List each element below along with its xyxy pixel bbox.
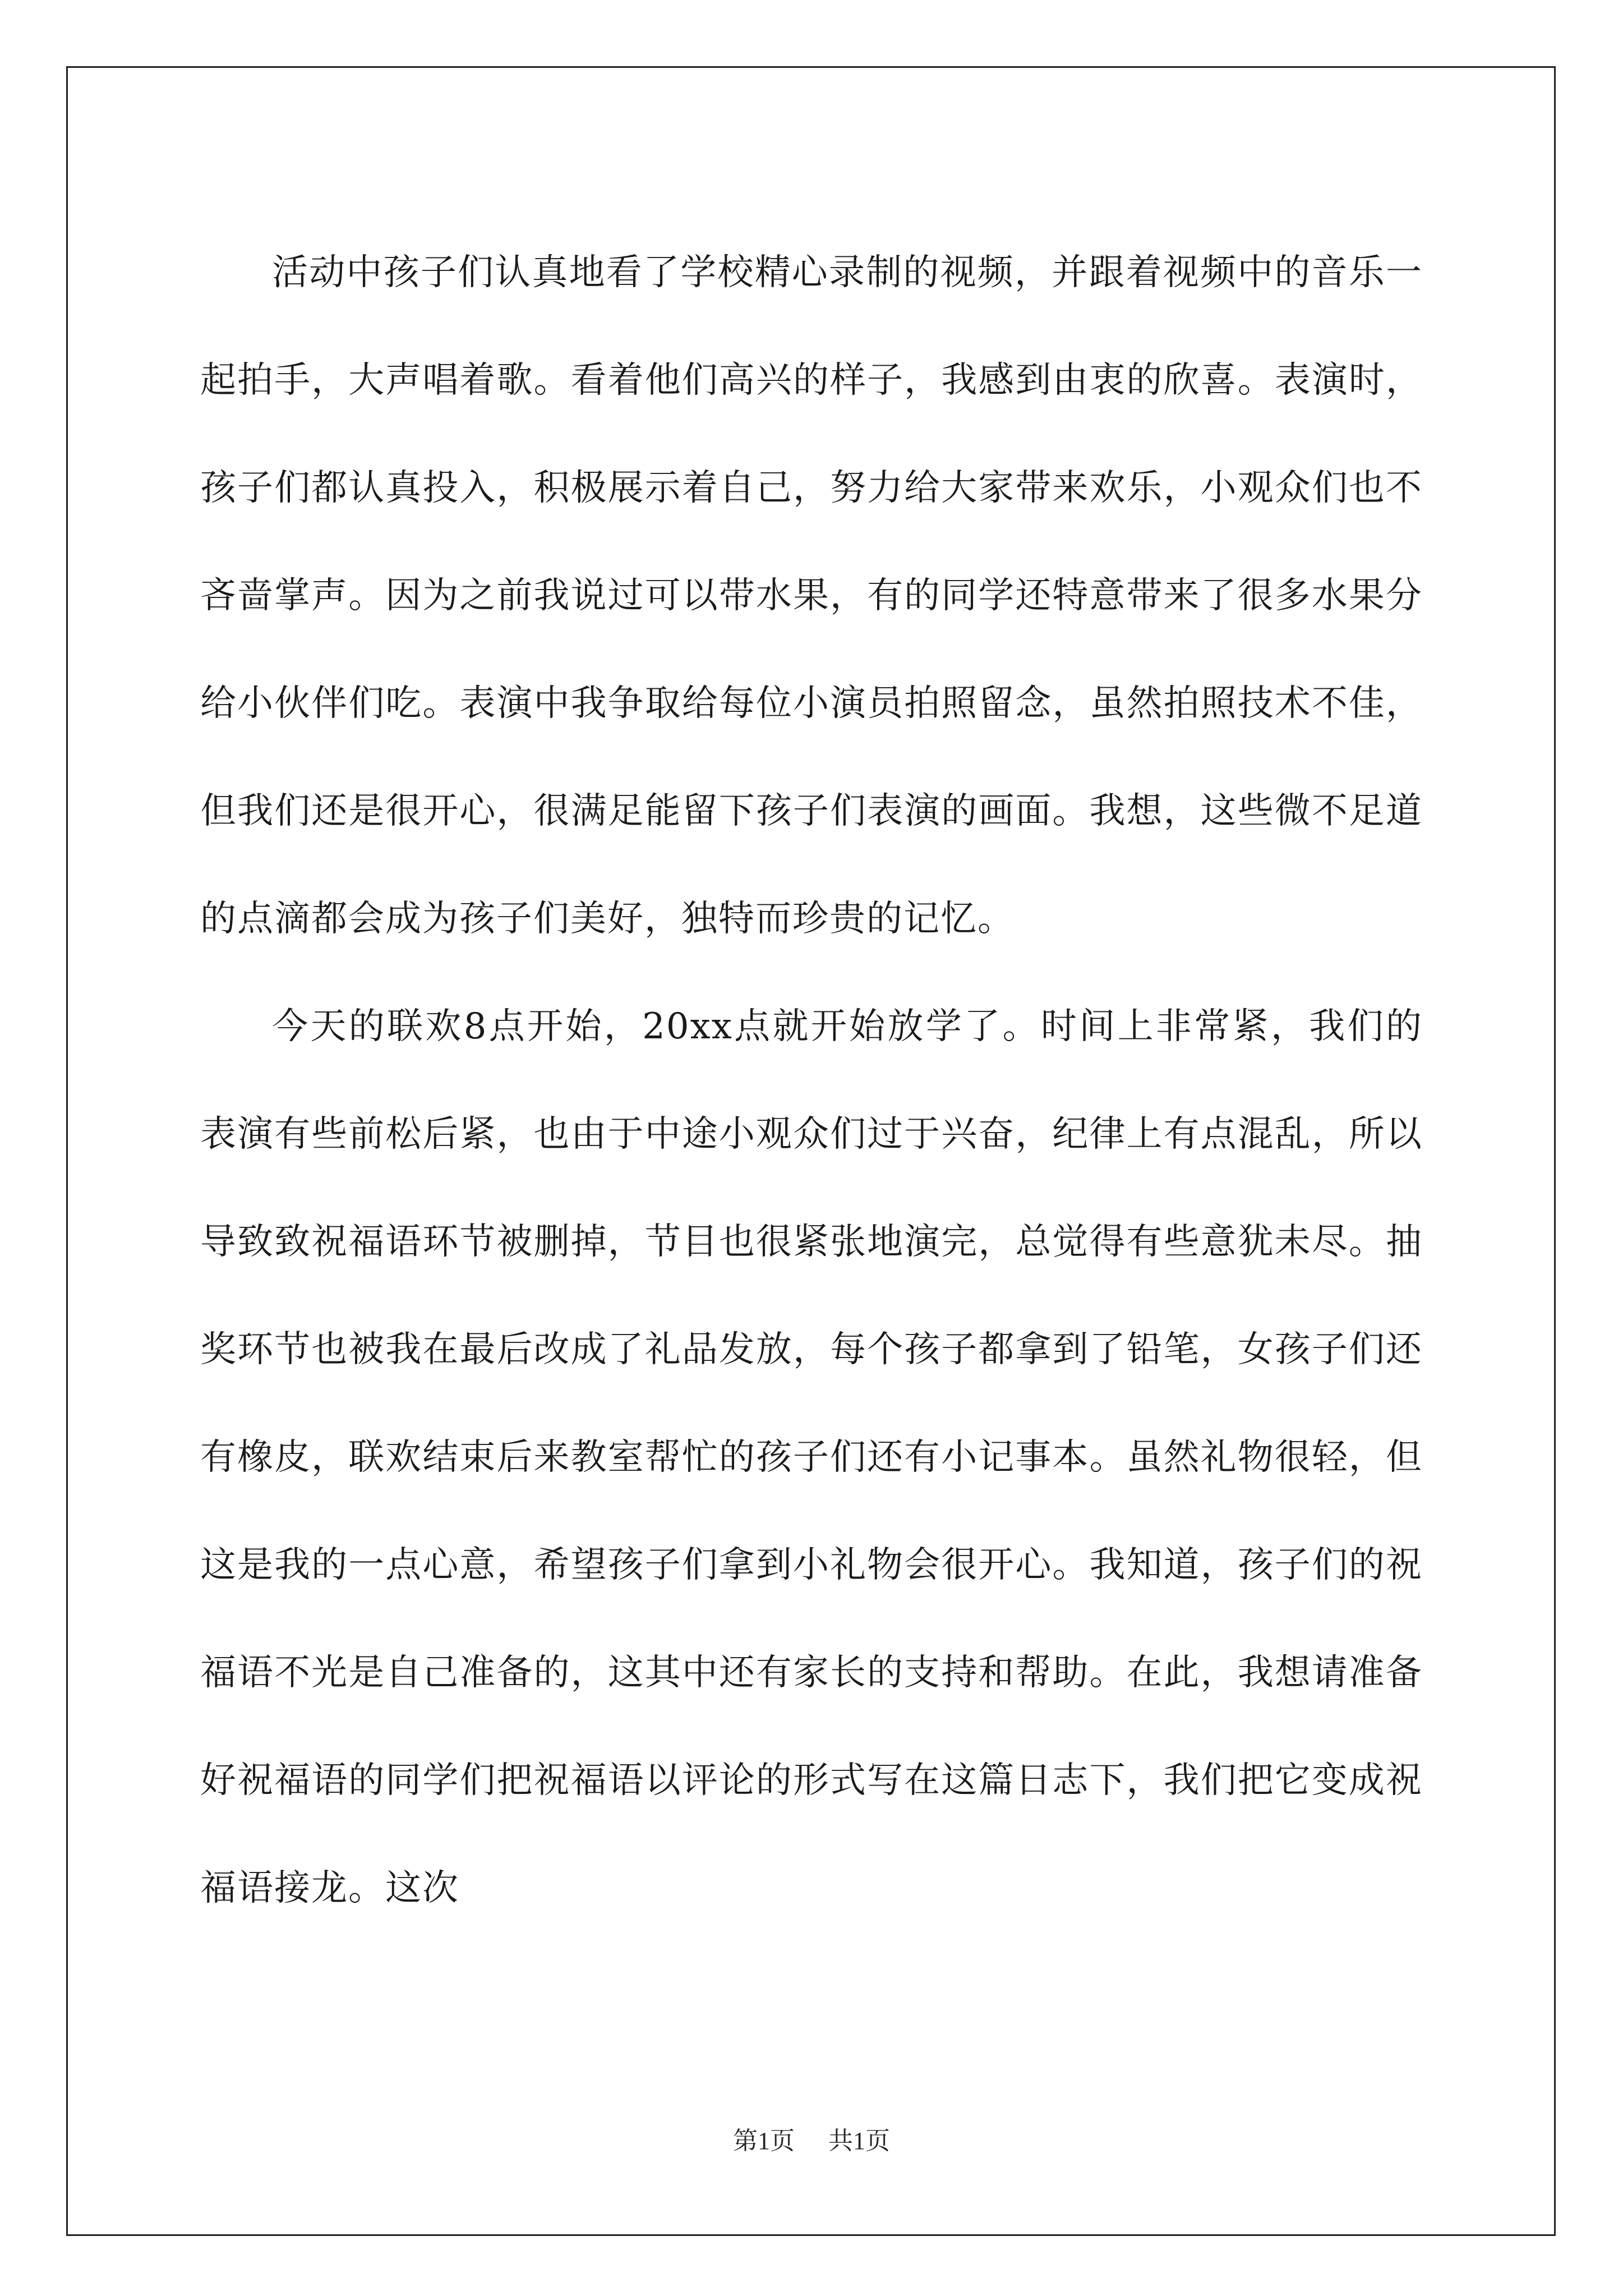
page-total: 共1页: [828, 2127, 890, 2155]
page-number: 第1页: [733, 2127, 795, 2155]
paragraph-2: 今天的联欢8点开始，20xx点就开始放学了。时间上非常紧，我们的表演有些前松后紧，也由于中途小观众们过于兴奋，纪律上有点混乱，所以导致致祝福语环节被删掉，节目也很紧张地演完，总觉得有些意犹未尽。抽奖环节也被我在最后改成了礼品发放，每个孩子都拿到了铅笔，女孩子们还有橡皮，联欢结束后来教室帮忙的孩子们还有小记事本。虽然礼物很轻，但这是我的一点心意，希望孩子们拿到小礼物会很开心。我知道，孩子们的祝福语不光是自己准备的，这其中还有家长的支持和帮助。在此，我想请准备好祝福语的同学们把祝福语以评论的形式写在这篇日志下，我们把它变成祝福语接龙。这次: [200, 1006, 1423, 1909]
document-body: [200, 219, 1423, 1942]
paragraph-1: 活动中孩子们认真地看了学校精心录制的视频，并跟着视频中的音乐一起拍手，大声唱着歌。看着他们高兴的样子，我感到由衷的欣喜。表演时，孩子们都认真投入，积极展示着自己，努力给大家带来欢乐，小观众们也不吝啬掌声。因为之前我说过可以带水果，有的同学还特意带来了很多水果分给小伙伴们吃。表演中我争取给每位小演员拍照留念，虽然拍照技术不佳，但我们还是很开心，很满足能留下孩子们表演的画面。我想，这些微不足道的点滴都会成为孩子们美好，独特而珍贵的记忆。: [200, 252, 1423, 940]
page-footer: [0, 2120, 1623, 2156]
